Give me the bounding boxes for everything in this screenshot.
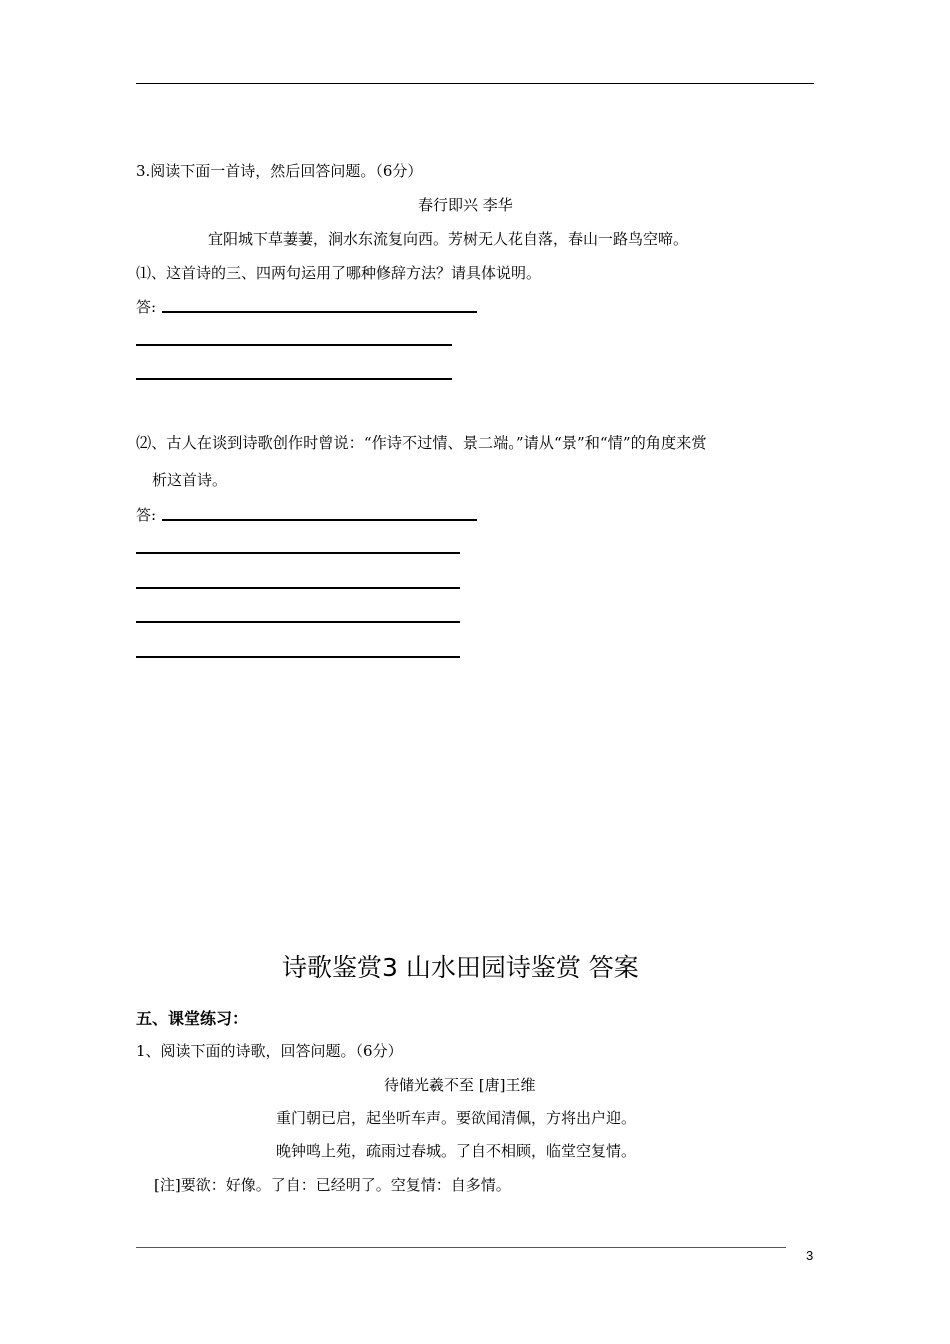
answer-label-1: 答: [136,298,157,316]
answer-line[interactable] [162,311,477,313]
sub-question-2-cont: 析这首诗。 [152,471,228,489]
question-3-intro: 3.阅读下面一首诗，然后回答问题。（6分） [136,162,423,180]
poem-text: 宜阳城下草萋萋，涧水东流复向西。芳树无人花自落，春山一路鸟空啼。 [208,230,689,248]
sub-question-2: ⑵、古人在谈到诗歌创作时曾说：“作诗不过情、景二端。”请从“景”和“情”的角度来赏 [136,434,707,452]
question-1-intro: 1、阅读下面的诗歌，回答问题。（6分） [136,1042,403,1060]
sub-question-1: ⑴、这首诗的三、四两句运用了哪种修辞方法？请具体说明。 [136,264,542,282]
answer-line[interactable] [136,587,460,589]
section-title: 五、课堂练习： [136,1009,249,1028]
answer-line[interactable] [136,378,452,380]
footer-rule [136,1247,786,1248]
answer-line[interactable] [136,552,460,554]
poem-title: 春行即兴 李华 [418,196,513,214]
poem-title: 待储光羲不至 [唐]王维 [384,1076,536,1094]
poem-line: 晚钟鸣上苑，疏雨过春城。了自不相顾，临堂空复情。 [276,1142,637,1160]
poem-line: 重门朝已启，起坐听车声。要欲闻清佩，方将出户迎。 [276,1109,637,1127]
answer-line[interactable] [136,621,460,623]
answer-section-heading: 诗歌鉴赏3 山水田园诗鉴赏 答案 [282,953,639,982]
answer-line[interactable] [136,344,452,346]
page-number: 3 [806,1248,814,1263]
answer-label-2: 答: [136,506,157,524]
header-rule [136,83,814,84]
answer-line[interactable] [162,519,477,521]
answer-line[interactable] [136,656,460,658]
poem-note: [注]要欲：好像。了自：已经明了。空复情：自多情。 [154,1176,511,1194]
